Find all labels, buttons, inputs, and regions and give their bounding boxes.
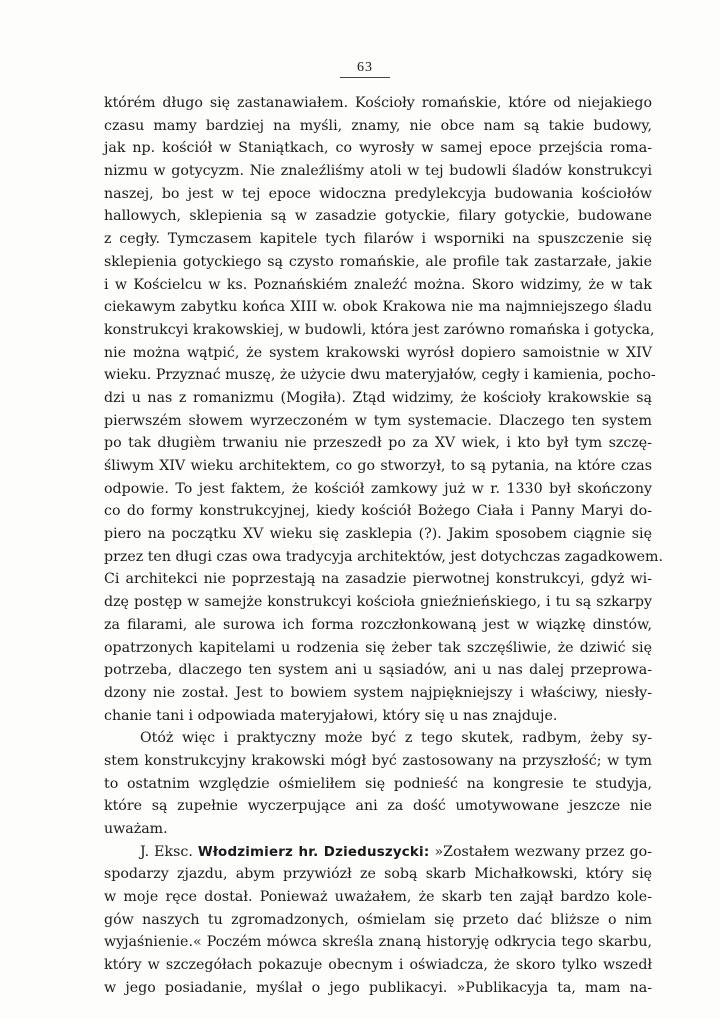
text-line: w jego posiadanie, myślał o jego publikacyi. »Publikacyja ta, mam na- [104, 979, 652, 996]
text-line: co do formy konstrukcyjnej, kiedy kościół Bożego Ciała i Panny Maryi do- [104, 503, 652, 520]
text-line: stem konstrukcyjny krakowski mógł być zastosowany na przyszłość; w tym [104, 752, 652, 769]
text-line: hallowych, sklepienia są w zasadzie gotyckie, filary gotyckie, budowane [104, 208, 652, 225]
text-line: śliwym XIV wieku architektem, co go stworzył, to są pytania, na które czas [104, 458, 652, 474]
text-line: nizmu w gotycyzm. Nie znaleźliśmy atoli w tej budowli śladów konstrukcyi [104, 163, 652, 180]
text-line: i w Kościelcu w ks. Poznańskiém znaleźć można. Skoro widzimy, że w tak [104, 276, 652, 293]
text-line: jak np. kościół w Staniątkach, co wyrosły w samej epoce przejścia roma- [104, 140, 652, 157]
text-line: naszej, bo jest w tej epoce widoczna predylekcyja budowania kościołów [104, 185, 652, 202]
text-line: który w szczegółach pokazuje obecnym i oświadcza, że skoro tylko wszedł [104, 957, 652, 974]
text-line: gów naszych tu zgromadzonych, ośmielam się przeto dać bliższe o nim [104, 911, 652, 928]
text-line: które są zupełnie wyczerpujące ani za dość umotywowane jeszcze nie [104, 798, 652, 815]
paragraph-2 [104, 727, 652, 840]
text-line: piero na początku XV wieku się zasklepia (?). Jakim sposobem ciągnie się [104, 526, 652, 543]
paragraph-3-first-line-text: »Zostałem wezwany przez go- [429, 843, 652, 860]
text-line: dzi u nas z romanizmu (Mogiła). Ztąd widzimy, że kościoły krakowskie są [104, 389, 652, 406]
text-line: w moje ręce dostał. Ponieważ uważałem, że skarb ten zajął bardzo kole- [104, 889, 652, 906]
text-line: czasu mamy bardziej na myśli, znamy, nie obce nam są takie budowy, [104, 117, 652, 134]
text-line: pierwszém słowem wyrzeczoném w tym systemacie. Dlaczego ten system [104, 412, 652, 429]
text-line: wieku. Przyznać muszę, że użycie dwu materyjałów, cegły i kamienia, pocho- [104, 367, 656, 384]
text-line: to ostatnim względzie ośmieliłem się podnieść na kongresie te studyja, [104, 775, 652, 792]
text-line: opatrzonych kapitelami u rodzenia się żeber tak szczęśliwie, że dziwić się [104, 639, 652, 656]
text-line: potrzeba, dlaczego ten system ani u sąsiadów, ani u nas dalej przeprowa- [104, 662, 652, 679]
page-number: 63 [340, 60, 390, 78]
text-line: Ci architekci nie poprzestają na zasadzie pierwotnej konstrukcyi, gdyż wi- [104, 571, 652, 588]
text-line: uważam. [104, 821, 168, 837]
body-text [104, 92, 663, 1000]
text-line: konstrukcyi krakowskiej, w budowli, która jest zarówno romańska i gotycka, [104, 321, 655, 338]
text-line: po tak długièm trwaniu nie przeszedł po za XV wiek, i kto był tym szczę- [104, 435, 652, 452]
text-line: chanie tani i odpowiada materyjałowi, który się u nas znajduje. [104, 707, 558, 724]
speaker-name: Włodzimierz hr. Dzieduszycki: [197, 844, 430, 860]
text-line: odpowie. To jest faktem, że kościół zamkowy już w r. 1330 był skończony [104, 480, 652, 497]
text-line: spodarzy zjazdu, abym przywiózł ze sobą skarb Michałkowski, który się [104, 866, 652, 883]
text-line: którém długo się zastanawiałem. Kościoły romańskie, które od niejakiego [104, 95, 652, 111]
text-line: Otóż więc i praktyczny może być z tego skutek, radbym, żeby sy- [140, 730, 652, 747]
speaker-prefix: J. Eksc. [140, 843, 198, 860]
text-line: wyjaśnienie.« Poczém mówca skreśla znaną historyję odkrycia tego skarbu, [104, 934, 652, 951]
text-line: za filarami, ale surowa ich forma rozczłonkowaną jest w wiązkę dinstów, [104, 616, 652, 633]
text-line: dzę postęp w samejże konstrukcyi kościoła gnieźnieńskiego, i tu są szkarpy [104, 594, 652, 611]
text-line: nie można wątpić, że system krakowski wyrósł dopiero samoistnie w XIV [104, 344, 652, 361]
text-line: sklepienia gotyckiego są czysto romańskie, ale profile tak zastarzałe, jakie [104, 253, 652, 270]
paragraph-3 [104, 841, 652, 1000]
text-line: przez ten długi czas owa tradycyja architektów, jest dotychczas zagadkowem. [104, 548, 663, 565]
text-line: z cegły. Tymczasem kapitele tych filarów i wsporniki na spuszczenie się [104, 231, 652, 248]
text-line: ciekawym zabytku końca XIII w. obok Krakowa nie ma najmniejszego śladu [104, 299, 652, 316]
text-line: dzony nie został. Jest to bowiem system najpiękniejszy i właściwy, niesły- [104, 684, 652, 701]
paragraph-1 [104, 92, 663, 727]
paragraph-3-first-line [104, 841, 652, 864]
